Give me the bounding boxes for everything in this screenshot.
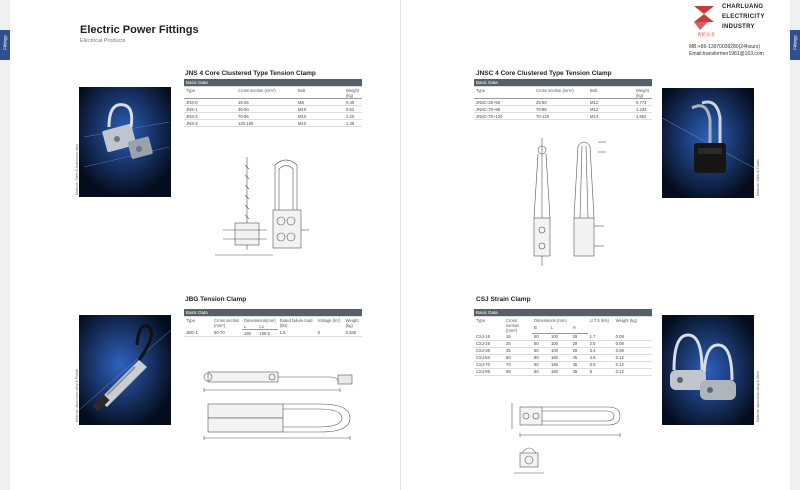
table-cell: 80	[532, 361, 549, 368]
jbg-col-weight: Weight (kg)	[345, 317, 359, 328]
table-cell: 29	[571, 347, 588, 354]
page-subtitle: Electrical Products	[80, 38, 126, 44]
table-cell: 0.12	[614, 361, 652, 368]
jnsc-spec-table	[474, 79, 652, 120]
csj-title: CSJ Strain Clamp	[476, 296, 531, 303]
table-cell: 50	[532, 347, 549, 354]
jbg-col-failure-load: Rated failure load (kN)	[279, 317, 313, 328]
table-cell: JNS-0	[184, 99, 236, 106]
table-cell: 0.12	[614, 354, 652, 361]
csj-technical-drawing	[508, 395, 638, 480]
table-cell: 70-95	[534, 106, 588, 113]
table-cell: 108.5	[257, 330, 277, 337]
jbg-photo-caption: Material: Aluminium alloy & Plastic	[75, 368, 79, 422]
jbg-col-l: L	[242, 323, 257, 330]
csj-spec-table	[474, 309, 652, 376]
table-cell: 6	[316, 330, 344, 337]
table-cell: 3.4	[588, 347, 614, 354]
table-cell: 100	[549, 340, 571, 347]
jnsc-photo-graphic	[662, 88, 754, 198]
jbg-title: JBG Tension Clamp	[185, 296, 247, 303]
table-cell: 2.5	[588, 340, 614, 347]
table-cell: CSJ-16	[474, 333, 504, 340]
jbg-col-type: Type	[186, 317, 196, 323]
table-cell: CSJ-95	[474, 368, 504, 375]
jbg-col-l1: L1	[257, 323, 277, 330]
jnsc-product-photo	[662, 88, 754, 198]
jnsc-col-weight: Weight (kg)	[634, 87, 652, 99]
table-cell: 45	[571, 368, 588, 375]
brand-chinese: 查伦实业	[697, 32, 715, 37]
brand-line-3: INDUSTRY	[722, 24, 755, 30]
table-cell: 0.08	[614, 333, 652, 340]
table-cell: 0.40	[344, 99, 362, 106]
jns-col-cross: Cross section (mm²)	[236, 87, 296, 99]
table-cell: JNSC-70~95	[474, 106, 534, 113]
table-cell: 0.773	[634, 99, 652, 106]
table-cell: 70-120	[534, 113, 588, 120]
table-row	[184, 120, 362, 127]
table-cell: 25	[504, 340, 532, 347]
jns-photo-caption: Material: Steel & Aluminium alloy	[75, 144, 79, 195]
table-cell: 50	[532, 340, 549, 347]
csj-photo-caption: Material: Aluminium alloy & Steel	[756, 371, 760, 422]
table-cell: 50	[504, 354, 532, 361]
table-cell: CSJ-35	[474, 347, 504, 354]
table-row	[474, 333, 652, 340]
table-cell: 1.36	[344, 120, 362, 127]
table-cell: M10	[296, 113, 344, 120]
jns-technical-drawing	[205, 155, 315, 260]
jbg-col-voltage: Voltage (kV)	[317, 317, 341, 323]
table-row	[474, 361, 652, 368]
table-cell: CSJ-70	[474, 361, 504, 368]
table-cell: 50	[532, 333, 549, 340]
table-cell: 45	[571, 354, 588, 361]
table-cell: JBG-1	[184, 330, 212, 337]
csj-col-b: B	[532, 325, 549, 333]
jnsc-basic-data-label: Basic Data	[474, 79, 652, 87]
jnsc-technical-drawing	[520, 138, 610, 270]
csj-col-type: Type	[476, 317, 486, 323]
table-cell: 70-95	[236, 113, 296, 120]
jbg-spec-table	[184, 309, 362, 337]
jns-title: JNS 4 Core Clustered Type Tension Clamp	[185, 70, 316, 77]
table-cell: 150	[242, 330, 257, 337]
table-cell: 100	[549, 347, 571, 354]
table-row	[474, 340, 652, 347]
table-cell: JNSC-70~120	[474, 113, 534, 120]
table-cell: 1.232	[634, 106, 652, 113]
jbg-col-cross: Cross section (mm²)	[214, 317, 240, 328]
jbg-photo-graphic	[79, 315, 171, 425]
csj-col-weight: Weight (kg)	[615, 317, 637, 323]
jnsc-col-cross: Cross section (mm²)	[534, 87, 588, 99]
jbg-col-dimensions: Dimensions(mm)	[244, 317, 276, 323]
table-cell: M10	[296, 106, 344, 113]
jns-basic-data-label: Basic Data	[184, 79, 362, 87]
table-cell: 1.20	[344, 113, 362, 120]
table-cell: JNS-2	[184, 113, 236, 120]
jns-col-type: Type	[184, 87, 236, 99]
jns-spec-table	[184, 79, 362, 127]
brand-line-1: CHARLUANG	[722, 4, 764, 10]
table-cell: M8	[296, 99, 344, 106]
table-row	[184, 106, 362, 113]
jbg-basic-data-label: Basic Data	[184, 309, 362, 317]
table-cell: CSJ-50	[474, 354, 504, 361]
table-row	[474, 354, 652, 361]
table-row	[474, 347, 652, 354]
right-sidebar	[790, 0, 800, 490]
jnsc-photo-caption: Material: Steel & Plastic	[756, 159, 760, 196]
table-cell: JNS-3	[184, 120, 236, 127]
table-cell: 1.652	[634, 113, 652, 120]
table-cell: 16-25	[236, 99, 296, 106]
right-section-tab: Fittings	[790, 30, 800, 60]
jns-product-photo	[79, 87, 171, 197]
jbg-technical-drawing	[200, 368, 370, 443]
page-title: Electric Power Fittings	[80, 24, 199, 36]
csj-photo-graphic	[662, 315, 754, 425]
table-cell: CSJ-25	[474, 340, 504, 347]
table-cell: 25-50	[534, 99, 588, 106]
table-cell: 50-70	[212, 330, 242, 337]
contact-email: Email:transformer1981@163.com	[689, 51, 764, 57]
csj-basic-data-label: Basic Data	[474, 309, 652, 317]
jns-col-weight: Weight (kg)	[344, 87, 362, 99]
table-cell: 100	[549, 333, 571, 340]
table-cell: M12	[588, 99, 634, 106]
table-cell: M12	[588, 106, 634, 113]
csj-col-dimensions: Dimensions (mm)	[534, 317, 567, 323]
table-row	[184, 113, 362, 120]
csj-col-l: L	[549, 325, 571, 333]
table-cell: 6.8	[588, 361, 614, 368]
table-cell: 0.340	[344, 330, 362, 337]
table-cell: 1.5	[278, 330, 316, 337]
csj-col-uts: U.T.S (kN)	[589, 317, 609, 323]
table-cell: 16	[504, 333, 532, 340]
table-row	[474, 113, 652, 120]
table-cell: JNSC-25~50	[474, 99, 534, 106]
jns-col-bolt: Bolt	[296, 87, 344, 99]
table-cell: M10	[296, 120, 344, 127]
csj-col-h: H	[571, 325, 588, 333]
table-row	[184, 99, 362, 106]
jns-photo-graphic	[79, 87, 171, 197]
left-sidebar	[0, 0, 10, 490]
table-cell: 0.12	[614, 368, 652, 375]
table-cell: 4.6	[588, 354, 614, 361]
brand-line-2: ELECTRICITY	[722, 14, 765, 20]
table-cell: 35-50	[236, 106, 296, 113]
table-cell: 0.08	[614, 347, 652, 354]
table-cell: 80	[532, 354, 549, 361]
csj-col-cross: Cross section (mm²)	[506, 317, 520, 333]
table-row	[474, 99, 652, 106]
table-cell: 70	[504, 361, 532, 368]
table-cell: 80	[532, 368, 549, 375]
left-section-tab: Fittings	[0, 30, 10, 60]
table-cell: 160	[549, 361, 571, 368]
table-row	[184, 330, 362, 337]
table-row	[474, 106, 652, 113]
table-cell: 29	[571, 333, 588, 340]
jnsc-col-type: Type	[474, 87, 534, 99]
table-cell: 45	[571, 361, 588, 368]
table-row	[474, 368, 652, 375]
table-cell: 0.62	[344, 106, 362, 113]
table-cell: 9	[588, 368, 614, 375]
table-cell: 1.7	[588, 333, 614, 340]
table-cell: 29	[571, 340, 588, 347]
table-cell: 0.08	[614, 340, 652, 347]
jnsc-title: JNSC 4 Core Clustered Type Tension Clamp	[476, 70, 612, 77]
table-cell: JNS-1	[184, 106, 236, 113]
table-cell: 120-150	[236, 120, 296, 127]
table-cell: M14	[588, 113, 634, 120]
table-cell: 160	[549, 368, 571, 375]
table-cell: 160	[549, 354, 571, 361]
contact-mobile: MB:+86-13970039280(24hours)	[689, 44, 761, 50]
table-cell: 35	[504, 347, 532, 354]
table-cell: 95	[504, 368, 532, 375]
jnsc-col-bolt: Bolt	[588, 87, 634, 99]
csj-product-photo	[662, 315, 754, 425]
jbg-product-photo	[79, 315, 171, 425]
